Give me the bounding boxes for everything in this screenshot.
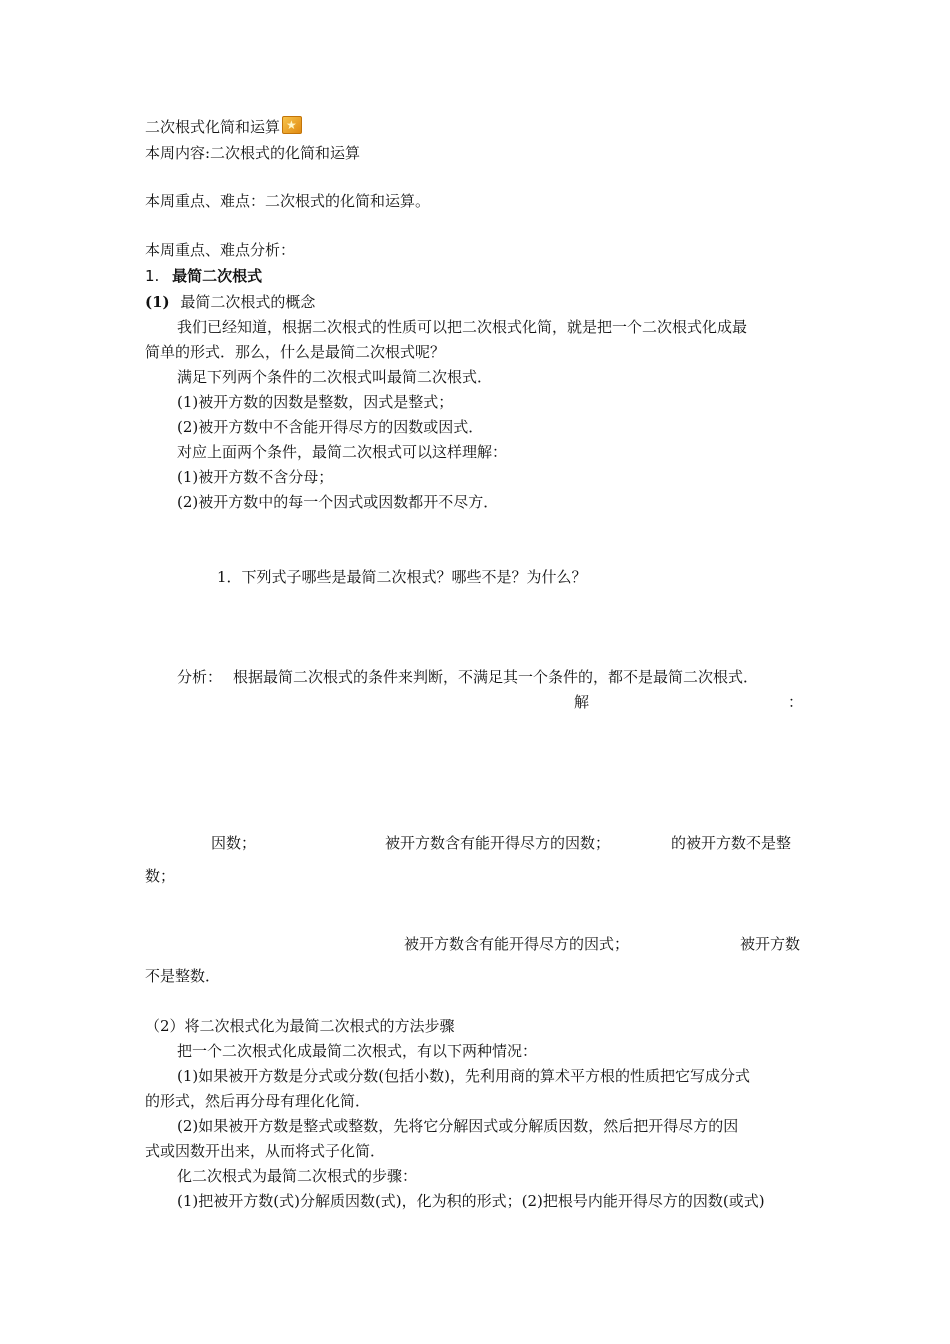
solution-colon: ：	[788, 693, 804, 711]
section1-title: 最简二次根式	[172, 267, 263, 285]
method-2-line-2: 式或因数开出来，从而将式子化简．	[145, 1142, 386, 1160]
paragraph-1-line-1: 我们已经知道，根据二次根式的性质可以把二次根式化简，就是把一个二次根式化成最	[177, 318, 748, 336]
analysis-heading: 本周重点、难点分析：	[145, 241, 296, 259]
condition-1: (1)被开方数的因数是整数，因式是整式；	[177, 393, 454, 411]
example-1: 1．下列式子哪些是最简二次根式？哪些不是？为什么？	[217, 568, 587, 586]
steps-line: (1)把被开方数(式)分解质因数(式)，化为积的形式；(2)把根号内能开得尽方的因数(或式)	[177, 1192, 765, 1210]
paragraph-3: 对应上面两个条件，最简二次根式可以这样理解：	[177, 443, 508, 461]
fragment-not-integer-a: 的被开方数不是整	[671, 834, 792, 852]
fragment-contains-expression: 被开方数含有能开得尽方的因式；	[404, 935, 630, 953]
sub2-heading: （2）将二次根式化为最简二次根式的方法步骤	[145, 1017, 455, 1035]
fragment-radicand: 被开方数	[740, 935, 801, 953]
fragment-not-integer-c: 不是整数．	[145, 967, 221, 985]
understanding-1: (1)被开方数不含分母；	[177, 468, 334, 486]
section1-heading	[145, 266, 262, 286]
paragraph-2: 满足下列两个条件的二次根式叫最简二次根式．	[177, 368, 493, 386]
solution-char: 解	[574, 693, 590, 711]
doc-title	[145, 116, 302, 137]
section1-number: 1.	[145, 267, 160, 285]
fragment-contains-factor: 被开方数含有能开得尽方的因数；	[385, 834, 611, 852]
steps-heading: 化二次根式为最简二次根式的步骤：	[177, 1167, 418, 1185]
understanding-2: (2)被开方数中的每一个因式或因数都开不尽方．	[177, 493, 499, 511]
method-1-line-1: (1)如果被开方数是分式或分数(包括小数)，先利用商的算术平方根的性质把它写成分式	[177, 1067, 750, 1085]
fragment-not-integer-b: 数；	[145, 867, 176, 885]
analysis-text: 根据最简二次根式的条件来判断，不满足其一个条件的，都不是最简二次根式．	[233, 668, 759, 686]
star-badge-icon	[282, 116, 302, 134]
focus-line: 本周重点、难点：二次根式的化简和运算。	[145, 192, 431, 210]
method-2-line-1: (2)如果被开方数是整式或整数，先将它分解因式或分解质因数，然后把开得尽方的因	[177, 1117, 739, 1135]
sub1-heading	[145, 292, 315, 312]
condition-2: (2)被开方数中不含能开得尽方的因数或因式．	[177, 418, 484, 436]
analysis-label: 分析：	[177, 668, 223, 686]
sub1-title: 最简二次根式的概念	[180, 293, 316, 311]
method-1-line-2: 的形式，然后再分母有理化化简．	[145, 1092, 371, 1110]
fragment-factor: 因数；	[211, 834, 257, 852]
doc-title-text: 二次根式化简和运算	[145, 118, 281, 136]
method-intro: 把一个二次根式化成最简二次根式，有以下两种情况：	[177, 1042, 538, 1060]
content-line: 本周内容:二次根式的化简和运算	[145, 144, 361, 162]
sub1-number: (1)	[145, 293, 170, 311]
paragraph-1-line-2: 简单的形式．那么，什么是最简二次根式呢？	[145, 343, 446, 361]
